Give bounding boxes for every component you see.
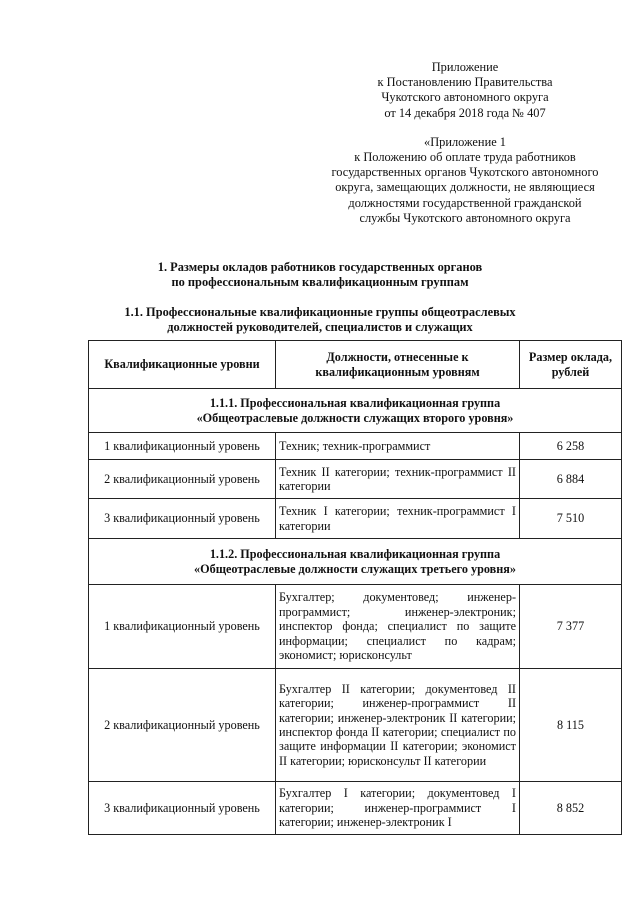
table-header-row (89, 341, 622, 389)
positions-cell: Бухгалтер II категории; документовед II категории; инженер-программист II категории; инженер-электроник II категории; инспектор фонда II категории; специалист по защите информации II категории; экономист II категории; юрисконсульт II категории (276, 669, 520, 782)
positions-cell: Техник; техник-программист (276, 433, 520, 460)
spacer (300, 121, 630, 135)
positions-cell: Бухгалтер; документовед; инженер-программист; инженер-электроник; инспектор фонда; специалист по защите информации; специалист по кадрам; экономист; юрисконсульт (276, 585, 520, 669)
annex-sub-line: к Положению об оплате труда работников (354, 150, 576, 165)
section-title-line: по профессиональным квалификационным группам (171, 275, 469, 290)
annex-sub-line: «Приложение 1 (424, 134, 506, 149)
subsection-title-line: должностей руководителей, специалистов и служащих (167, 320, 473, 335)
table-row (89, 499, 622, 539)
annex-line: к Постановлению Правительства (377, 75, 553, 90)
table-row (89, 585, 622, 669)
annex-sub-line: государственных органов Чукотского автономного (331, 165, 599, 180)
annex-sub-line: службы Чукотского автономного округа (359, 210, 571, 225)
header-positions: Должности, отнесенные к квалификационным уровням (276, 341, 520, 389)
salary-cell: 6 884 (520, 460, 622, 499)
group-title-line: «Общеотраслевые должности служащих второго уровня» (196, 410, 514, 425)
section-title-line: 1. Размеры окладов работников государственных органов (157, 260, 483, 274)
group-title-line: 1.1.1. Профессиональная квалификационная группа (209, 396, 501, 411)
table-row (89, 782, 622, 835)
salary-cell: 8 115 (520, 669, 622, 782)
level-cell: 1 квалификационный уровень (89, 585, 276, 669)
group-title-row (89, 389, 622, 433)
group-title (89, 389, 622, 433)
positions-cell: Бухгалтер I категории; документовед I категории; инженер-программист I категории; инженер-электроник I (276, 782, 520, 835)
annex-sub-line: должностями государственной гражданской (348, 195, 582, 210)
salary-table (88, 340, 622, 835)
header-salary: Размер оклада, рублей (520, 341, 622, 389)
group-title-line: «Общеотраслевые должности служащих третьего уровня» (194, 561, 516, 576)
section-title (0, 260, 640, 290)
group-title (89, 539, 622, 585)
subsection-title-line: 1.1. Профессиональные квалификационные группы общеотраслевых (124, 305, 516, 319)
level-cell: 3 квалификационный уровень (89, 499, 276, 539)
salary-cell: 8 852 (520, 782, 622, 835)
header-levels: Квалификационные уровни (89, 341, 276, 389)
annex-sub-line: округа, замещающих должности, не являющиеся (335, 180, 595, 195)
level-cell: 2 квалификационный уровень (89, 460, 276, 499)
annex-line: от 14 декабря 2018 года № 407 (384, 105, 546, 120)
salary-cell: 7 377 (520, 585, 622, 669)
subsection-title (0, 305, 640, 335)
group-title-row (89, 539, 622, 585)
group-title-line: 1.1.2. Профессиональная квалификационная группа (209, 547, 501, 562)
level-cell: 2 квалификационный уровень (89, 669, 276, 782)
positions-cell: Техник II категории; техник-программист II категории (276, 460, 520, 499)
table-row (89, 669, 622, 782)
level-cell: 1 квалификационный уровень (89, 433, 276, 460)
salary-cell: 7 510 (520, 499, 622, 539)
annex-header (300, 60, 630, 226)
positions-cell: Техник I категории; техник-программист I категории (276, 499, 520, 539)
annex-line: Приложение (431, 60, 499, 74)
table-row (89, 460, 622, 499)
salary-cell: 6 258 (520, 433, 622, 460)
table-row (89, 433, 622, 460)
annex-line: Чукотского автономного округа (381, 90, 549, 105)
level-cell: 3 квалификационный уровень (89, 782, 276, 835)
